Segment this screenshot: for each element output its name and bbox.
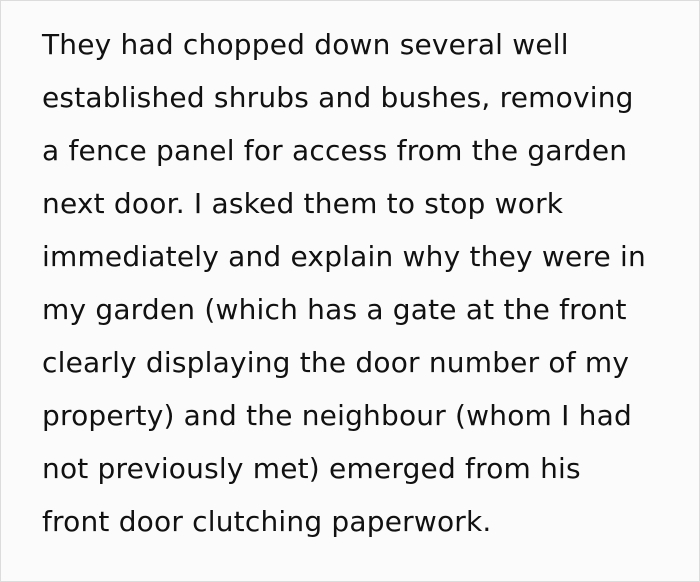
post-text-line: next door. I asked them to stop work	[42, 187, 564, 220]
post-text-line: They had chopped down several well	[42, 28, 569, 61]
post-text-line: property) and the neighbour (whom I had	[42, 399, 632, 432]
post-text-line: front door clutching paperwork.	[42, 505, 492, 538]
post-text-line: clearly displaying the door number of my	[42, 346, 630, 379]
post-text-paragraph	[42, 18, 661, 548]
post-text-line: my garden (which has a gate at the front	[42, 293, 627, 326]
post-text-line: immediately and explain why they were in	[42, 240, 646, 273]
post-text-line: not previously met) emerged from his	[42, 452, 581, 485]
post-text-line: established shrubs and bushes, removing	[42, 81, 634, 114]
post-text-line: a fence panel for access from the garden	[42, 134, 628, 167]
